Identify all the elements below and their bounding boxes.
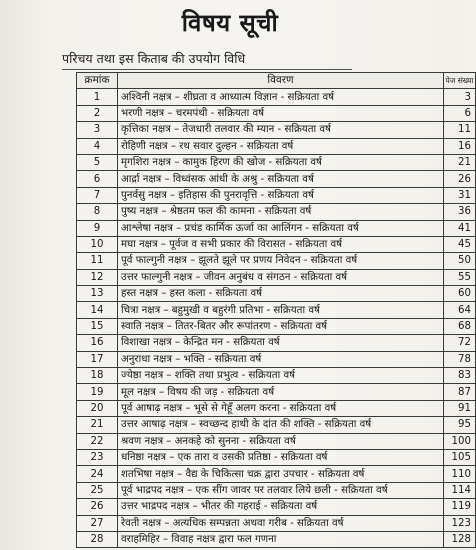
- row-page-number: 64: [444, 302, 476, 318]
- row-page-number: 123: [444, 515, 476, 531]
- row-page-number: 55: [444, 269, 476, 285]
- row-serial-number: 14: [77, 302, 118, 318]
- table-row: [77, 368, 476, 384]
- row-description: पूर्व भाद्रपद नक्षत्र – एक सींग जावर पर तलवार लिये छली - सक्रियता वर्ष: [118, 482, 444, 498]
- row-serial-number: 18: [77, 368, 118, 384]
- table-row: [77, 499, 476, 515]
- row-page-number: 119: [444, 499, 476, 515]
- row-serial-number: 23: [77, 449, 118, 465]
- row-page-number: 91: [444, 400, 476, 416]
- table-row: [77, 220, 476, 236]
- row-description: ज्येष्ठा नक्षत्र – शक्ति तथा प्रभुत्व - सक्रियता वर्ष: [118, 368, 444, 384]
- table-header-row: [77, 73, 476, 89]
- table-row: [77, 318, 476, 334]
- table-row: [77, 253, 476, 269]
- row-description: अश्विनी नक्षत्र – शीघ्रता व आध्यात्म विज्ञान - सक्रियता वर्ष: [118, 89, 444, 105]
- row-serial-number: 9: [77, 220, 118, 236]
- row-page-number: 60: [444, 286, 476, 302]
- header-serial-number: क्रमांक: [77, 73, 118, 89]
- row-serial-number: 10: [77, 236, 118, 252]
- row-serial-number: 3: [77, 122, 118, 138]
- row-page-number: 45: [444, 236, 476, 252]
- table-row: [77, 204, 476, 220]
- row-serial-number: 2: [77, 105, 118, 121]
- row-description: वराहमिहिर – विवाह नक्षत्र द्वारा फल गणना: [118, 531, 444, 547]
- row-serial-number: 4: [77, 138, 118, 154]
- row-page-number: 95: [444, 417, 476, 433]
- row-serial-number: 11: [77, 253, 118, 269]
- row-serial-number: 1: [77, 89, 118, 105]
- table-row: [77, 400, 476, 416]
- row-page-number: 100: [444, 433, 476, 449]
- row-description: आर्द्रा नक्षत्र – विध्वंसक आंधी के अश्रु - सक्रियता वर्ष: [118, 171, 444, 187]
- row-page-number: 21: [444, 154, 476, 170]
- row-page-number: 68: [444, 318, 476, 334]
- table-row: [77, 105, 476, 121]
- row-page-number: 26: [444, 171, 476, 187]
- table-row: [77, 89, 476, 105]
- row-serial-number: 17: [77, 351, 118, 367]
- row-serial-number: 19: [77, 384, 118, 400]
- row-description: कृत्तिका नक्षत्र – तेजधारी तलवार की म्यान - सक्रियता वर्ष: [118, 122, 444, 138]
- row-serial-number: 24: [77, 466, 118, 482]
- row-serial-number: 20: [77, 400, 118, 416]
- row-description: उत्तर आषाढ़ नक्षत्र – स्वच्छन्द हाथी के दांत की शक्ति - सक्रियता वर्ष: [118, 417, 444, 433]
- row-description: स्वाति नक्षत्र – तितर-बितर और रूपांतरण - सक्रियता वर्ष: [118, 318, 444, 334]
- row-description: धनिष्ठा नक्षत्र – एक तारा व उसकी प्रतिष्ठा - सक्रियता वर्ष: [118, 449, 444, 465]
- row-serial-number: 15: [77, 318, 118, 334]
- row-serial-number: 8: [77, 204, 118, 220]
- row-page-number: 31: [444, 187, 476, 203]
- row-serial-number: 16: [77, 335, 118, 351]
- row-description: उत्तर फाल्गुनी नक्षत्र – जीवन अनुबंध व संगठन - सक्रियता वर्ष: [118, 269, 444, 285]
- table-row: [77, 433, 476, 449]
- row-description: पुनर्वसु नक्षत्र – इतिहास की पुनरावृत्ति - सक्रियता वर्ष: [118, 187, 444, 203]
- row-page-number: 105: [444, 449, 476, 465]
- row-description: चित्रा नक्षत्र – बहुमुखी व बहुरंगी प्रतिभा - सक्रियता वर्ष: [118, 302, 444, 318]
- table-row: [77, 236, 476, 252]
- table-row: [77, 466, 476, 482]
- row-serial-number: 6: [77, 171, 118, 187]
- row-page-number: 3: [444, 89, 476, 105]
- table-row: [77, 417, 476, 433]
- table-row: [77, 531, 476, 547]
- row-page-number: 11: [444, 122, 476, 138]
- table-row: [77, 449, 476, 465]
- table-row: [77, 335, 476, 351]
- row-description: विशाखा नक्षत्र – केन्द्रित मन - सक्रियता वर्ष: [118, 335, 444, 351]
- row-serial-number: 28: [77, 531, 118, 547]
- table-row: [77, 302, 476, 318]
- row-description: अनुराधा नक्षत्र – भक्ति - सक्रियता वर्ष: [118, 351, 444, 367]
- row-page-number: 72: [444, 335, 476, 351]
- page-title: विषय सूची: [181, 9, 279, 37]
- row-page-number: 16: [444, 138, 476, 154]
- row-description: रोहिणी नक्षत्र – रथ सवार दुल्हन - सक्रियता वर्ष: [118, 138, 444, 154]
- contents-table: [76, 72, 476, 548]
- table-row: [77, 384, 476, 400]
- introduction-underline: [62, 69, 352, 70]
- row-page-number: 83: [444, 368, 476, 384]
- row-description: पूर्व फाल्गुनी नक्षत्र – झूलते झूले पर प्रणय निवेदन - सक्रियता वर्ष: [118, 253, 444, 269]
- row-page-number: 110: [444, 466, 476, 482]
- introduction-line: परिचय तथा इस किताब की उपयोग विधि: [62, 51, 246, 66]
- row-description: पूर्व आषाढ़ नक्षत्र – भूसे से गेहूँ अलग करना - सक्रियता वर्ष: [118, 400, 444, 416]
- row-page-number: 6: [444, 105, 476, 121]
- row-page-number: 36: [444, 204, 476, 220]
- row-page-number: 87: [444, 384, 476, 400]
- row-description: मघा नक्षत्र – पूर्वज व सभी प्रकार की विरासत - सक्रियता वर्ष: [118, 236, 444, 252]
- row-serial-number: 26: [77, 499, 118, 515]
- row-serial-number: 21: [77, 417, 118, 433]
- row-serial-number: 25: [77, 482, 118, 498]
- row-serial-number: 12: [77, 269, 118, 285]
- row-serial-number: 27: [77, 515, 118, 531]
- row-description: शतभिषा नक्षत्र – वैद्य के चिकित्सा चक्र द्वारा उपचार - सक्रियता वर्ष: [118, 466, 444, 482]
- table-row: [77, 122, 476, 138]
- row-page-number: 41: [444, 220, 476, 236]
- row-serial-number: 22: [77, 433, 118, 449]
- table-row: [77, 269, 476, 285]
- row-description: हस्त नक्षत्र – हस्त कला - सक्रियता वर्ष: [118, 286, 444, 302]
- row-description: भरणी नक्षत्र – चरमपंथी - सक्रियता वर्ष: [118, 105, 444, 121]
- row-serial-number: 5: [77, 154, 118, 170]
- table-row: [77, 138, 476, 154]
- table-row: [77, 351, 476, 367]
- row-description: पुष्य नक्षत्र – श्रेष्ठतम फल की कामना - सक्रियता वर्ष: [118, 204, 444, 220]
- row-description: मृगशिरा नक्षत्र – कामुक हिरण की खोज - सक्रियता वर्ष: [118, 154, 444, 170]
- row-description: मूल नक्षत्र – विषय की जड़ - सक्रियता वर्ष: [118, 384, 444, 400]
- row-page-number: 114: [444, 482, 476, 498]
- row-description: श्रवण नक्षत्र – अनकहे को सुनना - सक्रियता वर्ष: [118, 433, 444, 449]
- row-description: आश्लेषा नक्षत्र – प्रचंड कार्मिक ऊर्जा का आलिंगन - सक्रियता वर्ष: [118, 220, 444, 236]
- header-page-number: पेज संख्या: [444, 73, 476, 89]
- table-row: [77, 187, 476, 203]
- row-description: उत्तर भाद्रपद नक्षत्र – भीतर की गहराई - सक्रियता वर्ष: [118, 499, 444, 515]
- row-page-number: 78: [444, 351, 476, 367]
- row-page-number: 128: [444, 531, 476, 547]
- table-row: [77, 154, 476, 170]
- header-description: विवरण: [118, 73, 444, 89]
- row-serial-number: 13: [77, 286, 118, 302]
- row-description: रेवती नक्षत्र – अत्यधिक सम्पन्नता अथवा गरीब - सक्रियता वर्ष: [118, 515, 444, 531]
- table-row: [77, 482, 476, 498]
- table-row: [77, 515, 476, 531]
- table-row: [77, 171, 476, 187]
- row-serial-number: 7: [77, 187, 118, 203]
- table-row: [77, 286, 476, 302]
- row-page-number: 50: [444, 253, 476, 269]
